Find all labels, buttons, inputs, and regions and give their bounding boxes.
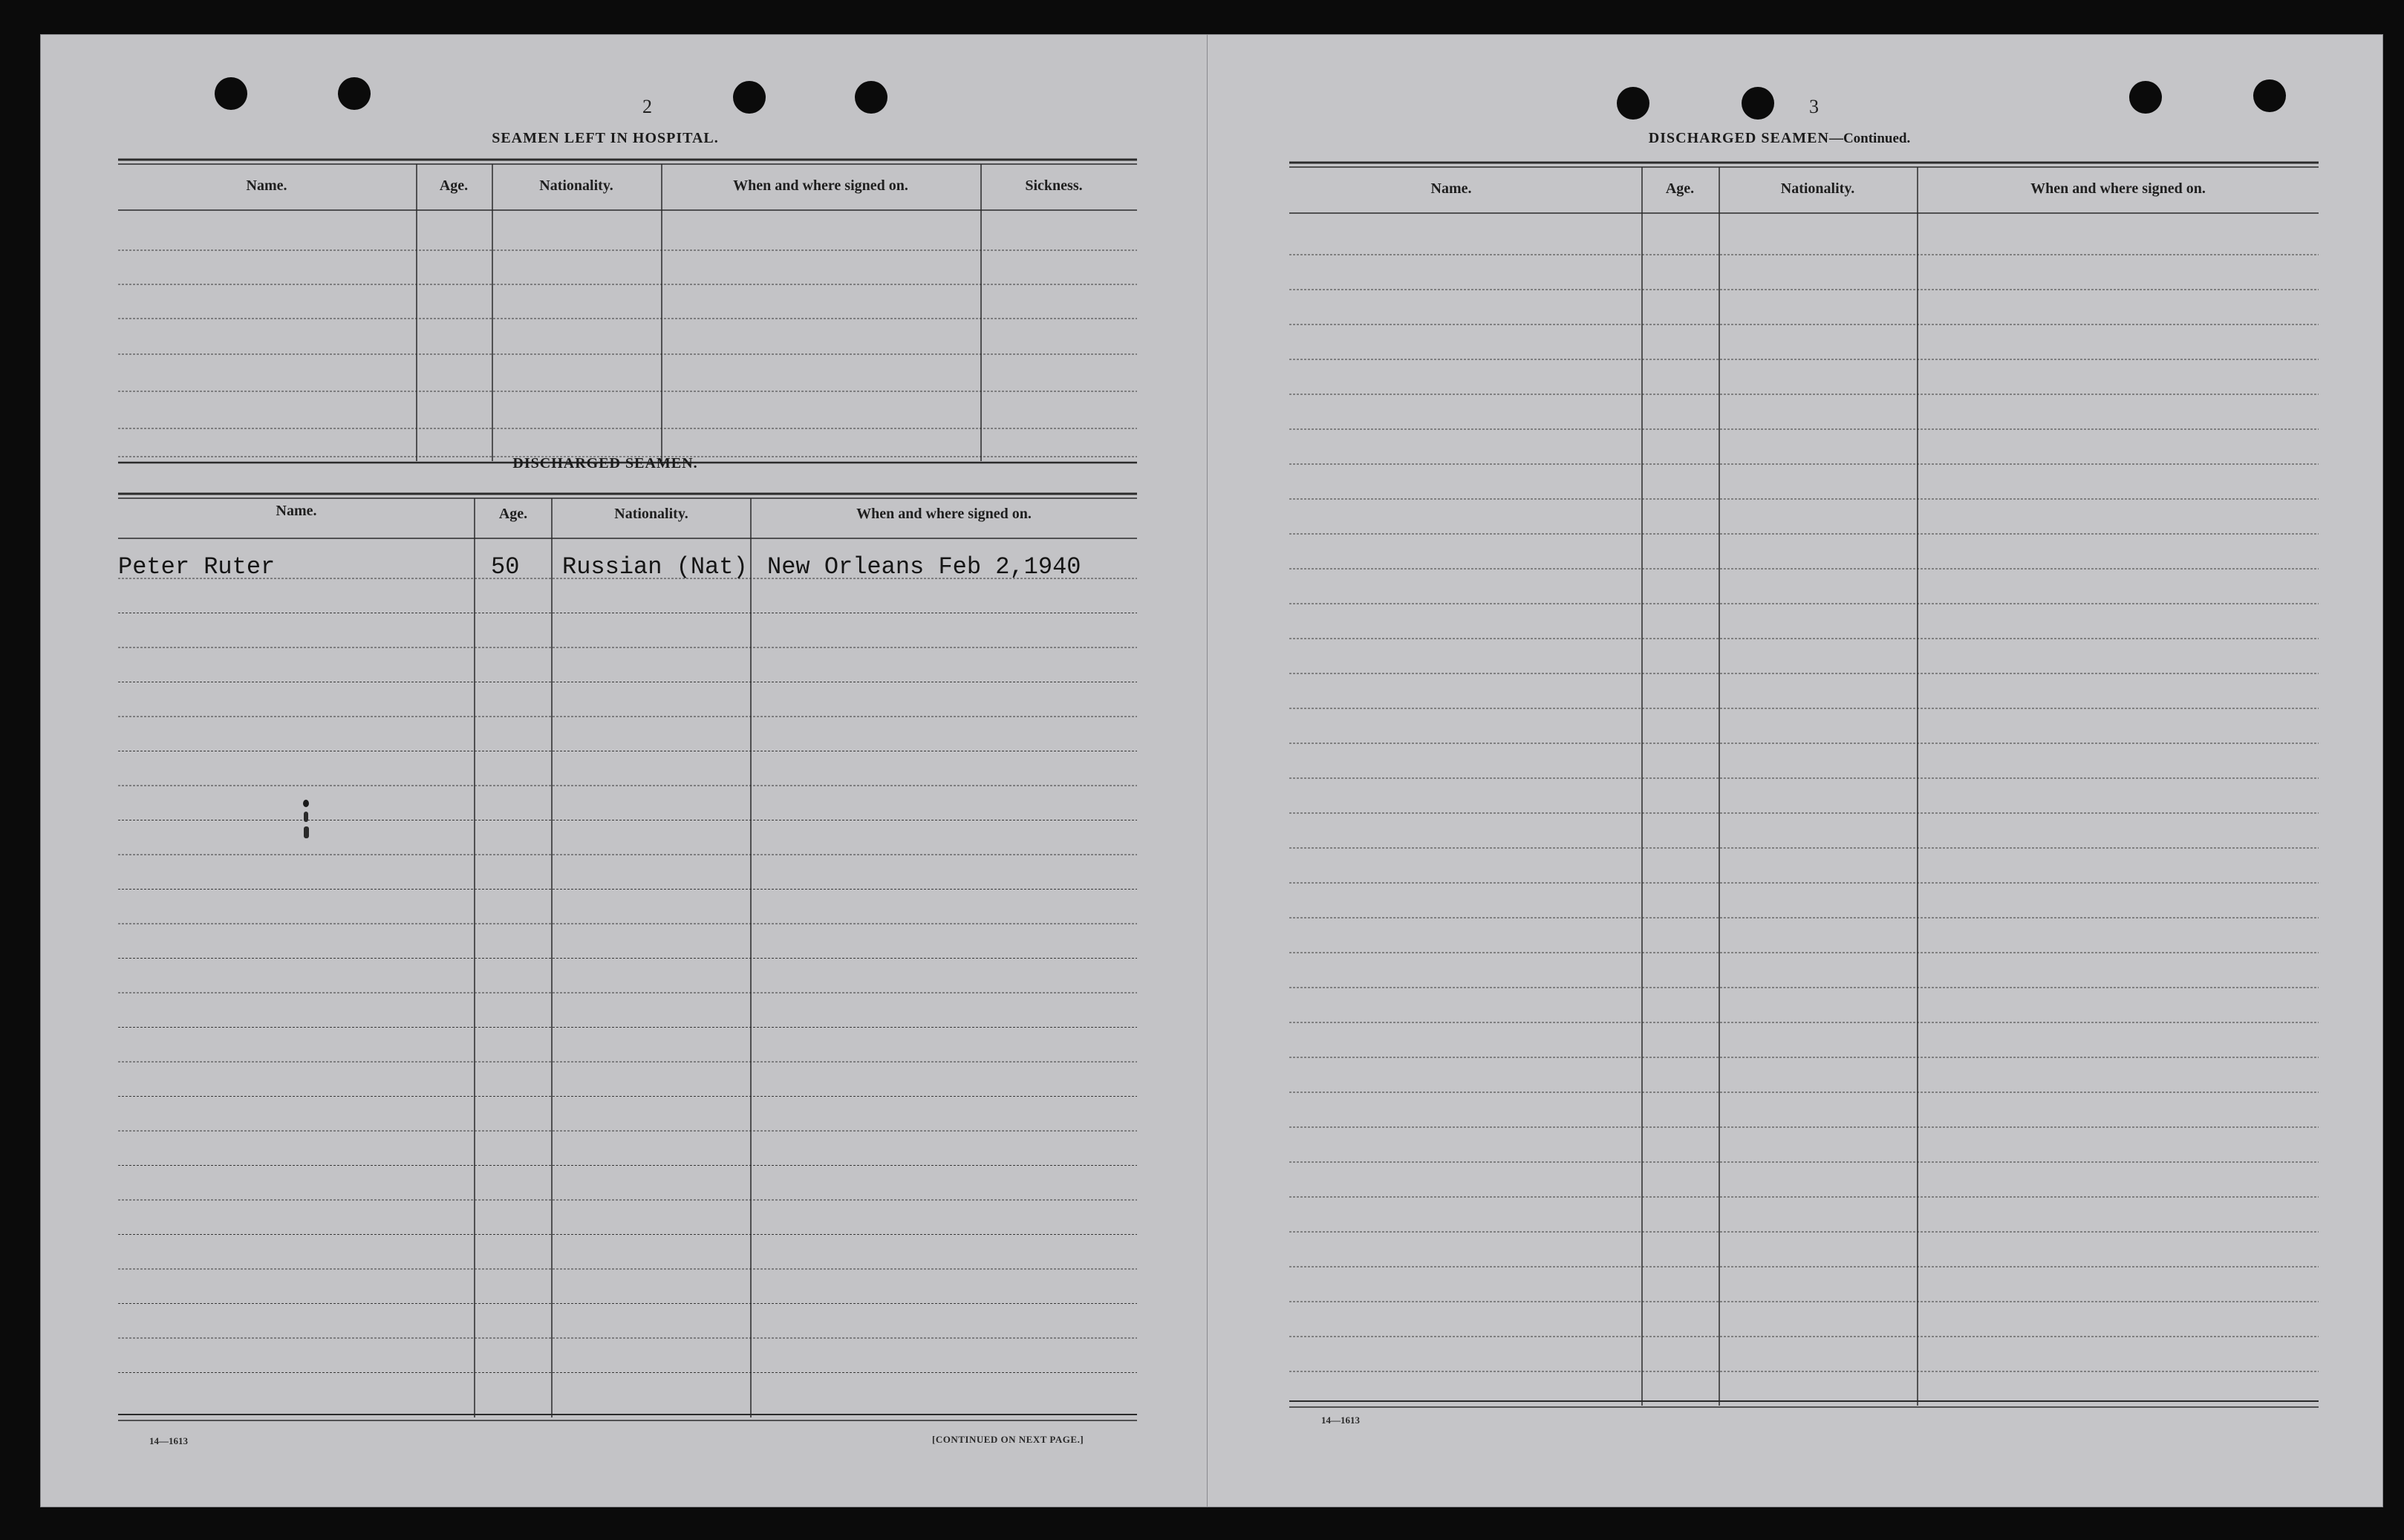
hospital-col-nationality: Nationality. xyxy=(539,177,613,194)
ink-mark xyxy=(302,800,310,853)
discharged-title-main: DISCHARGED SEAMEN xyxy=(1648,130,1829,146)
page-number: 2 xyxy=(642,96,652,117)
seaman-signed-on: New Orleans Feb 2,1940 xyxy=(767,553,1081,581)
hospital-col-age: Age. xyxy=(439,177,469,194)
discharged-title-suffix: —Continued. xyxy=(1828,131,1911,146)
continued-col-name: Name. xyxy=(1430,180,1472,197)
left-page-ruling xyxy=(41,35,1217,1507)
continued-col-nationality: Nationality. xyxy=(1780,180,1855,197)
page-number: 3 xyxy=(1809,96,1819,117)
hospital-col-name: Name. xyxy=(246,177,287,194)
hospital-col-sickness: Sickness. xyxy=(1025,177,1083,194)
continued-col-signed-on: When and where signed on. xyxy=(2030,180,2206,197)
discharged-col-signed-on: When and where signed on. xyxy=(856,506,1032,522)
seaman-age: 50 xyxy=(491,553,520,581)
seaman-name: Peter Ruter xyxy=(118,553,276,581)
continued-note: [CONTINUED ON NEXT PAGE.] xyxy=(932,1434,1084,1445)
seaman-nationality: Russian (Nat) xyxy=(562,553,748,581)
discharged-col-age: Age. xyxy=(498,506,528,522)
hospital-section-title: SEAMEN LEFT IN HOSPITAL. xyxy=(492,130,719,146)
hospital-col-signed-on: When and where signed on. xyxy=(733,177,908,194)
discharged-col-nationality: Nationality. xyxy=(614,506,688,522)
discharged-col-name: Name. xyxy=(276,503,317,519)
form-code: 14—1613 xyxy=(1321,1415,1360,1426)
right-page-ruling xyxy=(1208,35,2382,1507)
continued-col-age: Age. xyxy=(1665,180,1695,197)
form-code: 14—1613 xyxy=(149,1435,188,1446)
right-page xyxy=(1207,34,2383,1507)
discharged-section-title: DISCHARGED SEAMEN. xyxy=(512,455,698,472)
left-page xyxy=(40,34,1218,1507)
